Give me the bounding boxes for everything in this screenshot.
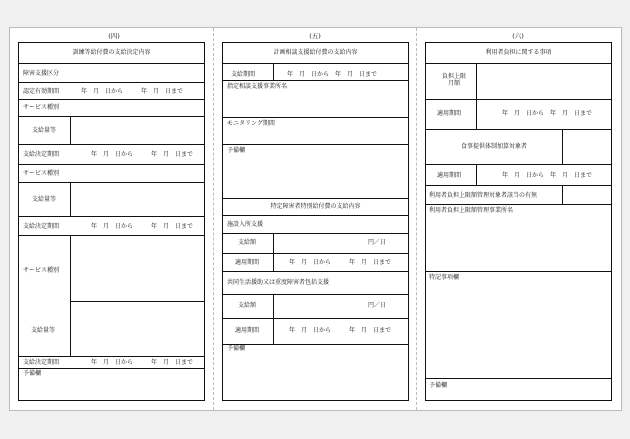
fold-line bbox=[213, 28, 214, 410]
label-cert-period: 認定有効期間 bbox=[23, 88, 60, 95]
label-remarks: 予備欄 bbox=[227, 345, 246, 352]
panel-title-4: (四) bbox=[108, 32, 120, 40]
panel-training-benefits bbox=[18, 42, 205, 401]
section-header: 訓練等給付費の支給決定内容 bbox=[72, 49, 151, 56]
label-notes: 特記事項欄 bbox=[429, 274, 460, 281]
panel-user-burden bbox=[425, 42, 612, 401]
date-range: 年 月 日から 年 月 日まで bbox=[289, 327, 392, 334]
date-range: 年 月 日から 年 月 日まで bbox=[289, 259, 392, 266]
panel-title-5: (五) bbox=[309, 32, 321, 40]
label-mgmt-provider: 利用者負担上限額管理事業所名 bbox=[429, 207, 514, 214]
label-pay-amount: 支給額 bbox=[238, 302, 257, 309]
date-range: 年 月 日から 年 月 日まで bbox=[502, 172, 593, 179]
label-payment-period: 支給期間 bbox=[231, 71, 256, 78]
date-range: 年 月 日から 年 月 日まで bbox=[81, 88, 184, 95]
label-mgmt-target: 利用者負担上限額管理対象者該当の有無 bbox=[429, 192, 538, 199]
label-decision-period: 支給決定期間 bbox=[23, 359, 60, 366]
section-header: 計画相談支援給付費の支給内容 bbox=[273, 49, 358, 56]
label-meal: 食事提供体制加算対象者 bbox=[460, 143, 527, 150]
label-amount: 支給量等 bbox=[31, 327, 56, 334]
date-range: 年 月 日から 年 月 日まで bbox=[502, 110, 593, 117]
label-decision-period: 支給決定期間 bbox=[23, 151, 60, 158]
label-service-type: サービス種別 bbox=[23, 267, 60, 274]
label-apply-period: 適用期間 bbox=[235, 259, 260, 266]
label-group-home: 共同生活援助又は重度障害者包括支援 bbox=[227, 279, 330, 286]
label-pay-amount: 支給額 bbox=[238, 239, 257, 246]
section-header: 利用者負担に関する事項 bbox=[485, 49, 552, 56]
date-range: 年 月 日から 年 月 日まで bbox=[91, 223, 194, 230]
panel-plan-consultation bbox=[222, 42, 409, 401]
label-remarks: 予備欄 bbox=[23, 370, 42, 377]
label-facility: 施設入所支援 bbox=[227, 221, 264, 228]
fold-line bbox=[416, 28, 417, 410]
label-monitoring: モニタリング期間 bbox=[227, 120, 275, 127]
label-remarks: 予備欄 bbox=[429, 382, 448, 389]
date-range: 年 月 日から 年 月 日まで bbox=[91, 359, 194, 366]
label-remarks: 予備欄 bbox=[227, 147, 246, 154]
per-day: 円／日 bbox=[368, 302, 387, 309]
per-day: 円／日 bbox=[368, 239, 387, 246]
label-amount: 支給量等 bbox=[32, 196, 57, 203]
panel-title-6: (六) bbox=[512, 32, 524, 40]
label-service-type: サービス種別 bbox=[23, 104, 60, 111]
section-header-special: 特定障害者特別給付費の支給内容 bbox=[270, 203, 361, 210]
date-range: 年 月 日から 年 月 日まで bbox=[287, 71, 378, 78]
label-service-type: サービス種別 bbox=[23, 170, 60, 177]
label-provider-name: 指定相談支援事業所名 bbox=[227, 83, 288, 90]
label-apply-period: 適用期間 bbox=[437, 110, 462, 117]
label-decision-period: 支給決定期間 bbox=[23, 223, 60, 230]
label-apply-period: 適用期間 bbox=[437, 172, 462, 179]
date-range: 年 月 日から 年 月 日まで bbox=[91, 151, 194, 158]
label-burden-limit: 負担上限 月額 bbox=[441, 73, 466, 87]
label-apply-period: 適用期間 bbox=[235, 327, 260, 334]
label-disability-class: 障害支援区分 bbox=[23, 70, 60, 77]
label-amount: 支給量等 bbox=[32, 127, 57, 134]
